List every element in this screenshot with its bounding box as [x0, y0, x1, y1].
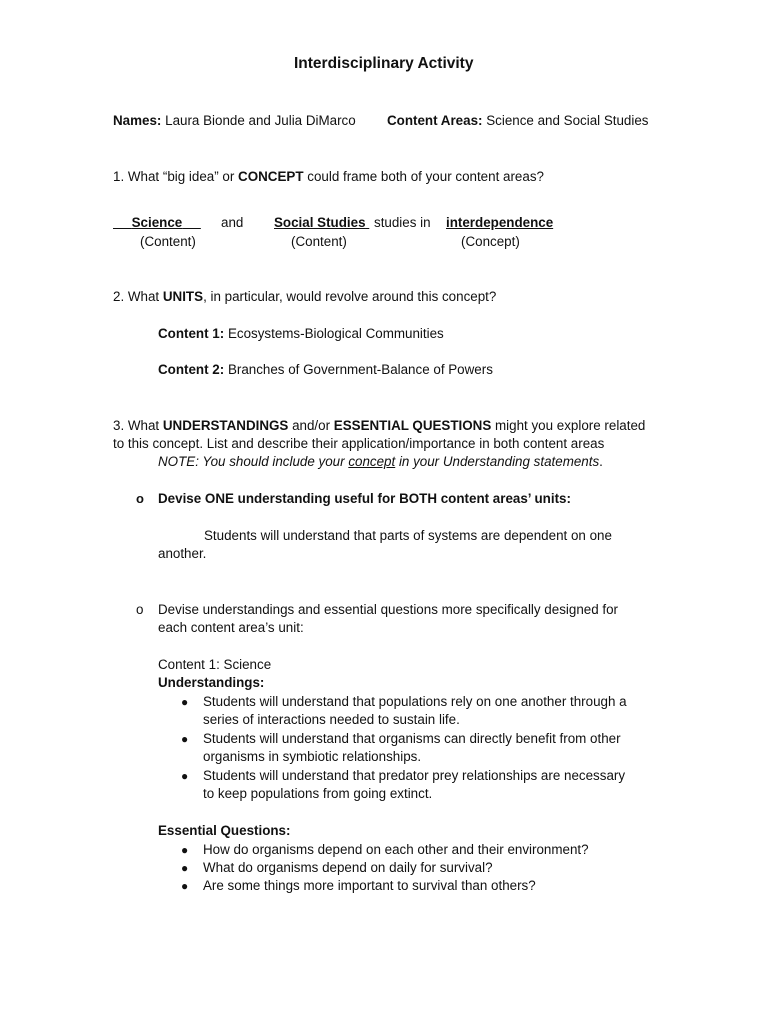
q1-bold: CONCEPT	[238, 169, 304, 184]
shared-understanding-line-1: Students will understand that parts of systems are dependent on one	[204, 528, 612, 543]
question-1	[113, 168, 544, 186]
content-2-value: Branches of Government-Balance of Powers	[227, 362, 493, 377]
bullet-icon: ●	[181, 879, 189, 893]
content-1-label: Content 1:	[158, 326, 225, 341]
q1-text-pre: 1. What “big idea” or	[113, 169, 239, 184]
content-1-value: Ecosystems-Biological Communities	[227, 326, 444, 341]
bullet-icon: ●	[181, 843, 189, 857]
list-item-continuation: to keep populations from going extinct.	[203, 786, 433, 801]
list-item: Students will understand that organisms can directly benefit from other	[203, 731, 621, 746]
bullet-marker-bold-o: o	[136, 491, 144, 506]
page-title: Interdisciplinary Activity	[294, 55, 474, 72]
science-field	[113, 214, 201, 232]
content-label-2: (Content)	[291, 234, 347, 249]
bullet-icon: ●	[181, 861, 189, 875]
q2-bold: UNITS	[162, 289, 204, 304]
social-studies-field	[274, 214, 369, 232]
list-item-continuation: series of interactions needed to sustain life.	[203, 712, 460, 727]
content-areas-value: Science and Social Studies	[486, 113, 649, 128]
names-line	[113, 112, 356, 130]
names-value: Laura Bionde and Julia DiMarco	[165, 113, 356, 128]
q1-text-post: could frame both of your content areas?	[303, 169, 544, 184]
list-item: Students will understand that populations rely on one another through a	[203, 694, 627, 709]
list-item-continuation: organisms in symbiotic relationships.	[203, 749, 422, 764]
shared-understanding-line-2: another.	[158, 546, 207, 561]
list-item: Students will understand that predator prey relationships are necessary	[203, 768, 626, 783]
names-label: Names:	[113, 113, 162, 128]
bullet-icon: ●	[181, 732, 189, 746]
content-2-line	[158, 361, 493, 379]
list-item: Are some things more important to survival than others?	[203, 878, 536, 893]
list-item: How do organisms depend on each other and their environment?	[203, 842, 589, 857]
science-value: Science	[131, 215, 183, 230]
devise-one-heading: Devise ONE understanding useful for BOTH content areas’ units:	[158, 491, 571, 506]
note-concept: concept	[348, 454, 396, 469]
content-1-line	[158, 325, 444, 343]
question-3-line-2: to this concept. List and describe their application/importance in both content areas	[113, 436, 605, 451]
bullet-marker-o: o	[136, 602, 144, 617]
concept-label: (Concept)	[461, 234, 520, 249]
content-areas-label: Content Areas:	[387, 113, 483, 128]
and-label: and	[221, 215, 244, 230]
q3-bold-essential-questions: ESSENTIAL QUESTIONS	[333, 418, 492, 433]
content-2-label: Content 2:	[158, 362, 225, 377]
question-3: 3. What UNDERSTANDINGS and/or ESSENTIAL QUESTIONS might you explore related	[113, 418, 646, 433]
concept-value: interdependence	[446, 215, 554, 230]
bullet-icon: ●	[181, 769, 189, 783]
devise-specific-line-1: Devise understandings and essential questions more specifically designed for	[158, 602, 619, 617]
understandings-label: Understandings:	[158, 675, 265, 690]
bullet-icon: ●	[181, 695, 189, 709]
studies-in-label: studies in	[374, 215, 431, 230]
content-areas-line	[387, 112, 649, 130]
q3-bold-understandings: UNDERSTANDINGS	[162, 418, 289, 433]
devise-specific-line-2: each content area’s unit:	[158, 620, 304, 635]
content-label-1: (Content)	[140, 234, 196, 249]
list-item: What do organisms depend on daily for survival?	[203, 860, 493, 875]
science-section-heading: Content 1: Science	[158, 657, 272, 672]
social-studies-value: Social Studies	[274, 215, 366, 230]
note-line: NOTE: You should include your concept in your Understanding statements.	[158, 454, 603, 469]
essential-questions-label: Essential Questions:	[158, 823, 291, 838]
question-2: 2. What UNITS, in particular, would revolve around this concept?	[113, 289, 497, 304]
